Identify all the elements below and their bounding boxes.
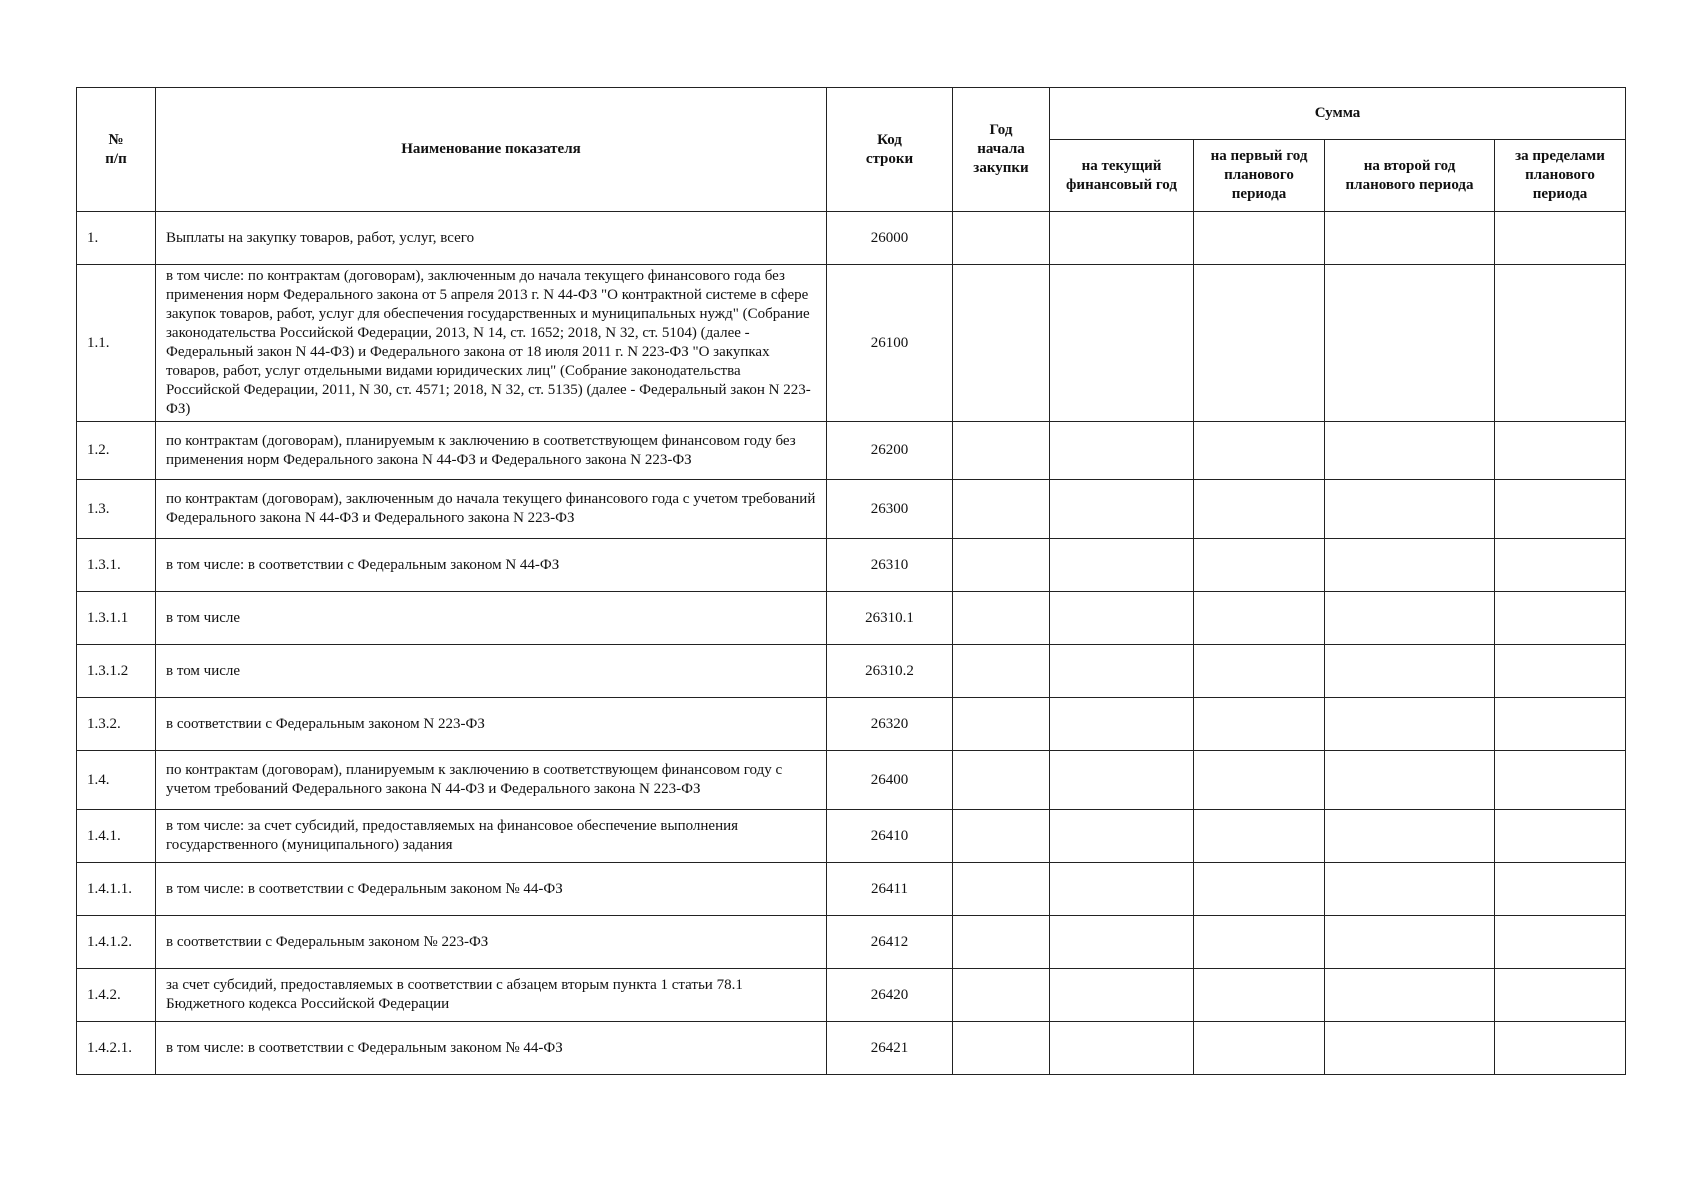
row-number: 1.4.1.1. — [77, 863, 156, 916]
row-line-code: 26100 — [827, 265, 953, 422]
header-line-code — [827, 88, 953, 212]
cell-current-year — [1050, 1022, 1194, 1075]
header-purchase-start-year — [953, 88, 1050, 212]
cell-first-plan-year — [1194, 969, 1325, 1022]
cell-first-plan-year — [1194, 645, 1325, 698]
header-second-plan-year-label: на второй год планового периода — [1345, 157, 1474, 193]
cell-beyond-plan-period — [1495, 1022, 1626, 1075]
header-sum — [1050, 88, 1626, 140]
table-row — [77, 863, 1626, 916]
row-line-code: 26300 — [827, 480, 953, 539]
cell-second-plan-year — [1325, 810, 1495, 863]
header-current-year — [1050, 140, 1194, 212]
cell-current-year — [1050, 698, 1194, 751]
row-line-code: 26400 — [827, 751, 953, 810]
row-number: 1.3. — [77, 480, 156, 539]
cell-start-year — [953, 592, 1050, 645]
cell-start-year — [953, 969, 1050, 1022]
cell-first-plan-year — [1194, 539, 1325, 592]
cell-first-plan-year — [1194, 422, 1325, 480]
row-indicator-name: в том числе: за счет субсидий, предоставляемых на финансовое обеспечение выполнения государственного (муниципального) задания — [156, 810, 827, 863]
table-row — [77, 751, 1626, 810]
row-indicator-name: в том числе — [156, 645, 827, 698]
row-line-code: 26200 — [827, 422, 953, 480]
row-indicator-name: в соответствии с Федеральным законом N 223-ФЗ — [156, 698, 827, 751]
header-indicator-name-label: Наименование показателя — [401, 141, 581, 157]
header-beyond-plan-period-label: за пределами планового периода — [1515, 148, 1605, 202]
payments-table — [76, 87, 1626, 1075]
header-line-code-label: Код строки — [865, 131, 914, 167]
cell-start-year — [953, 645, 1050, 698]
header-first-plan-year-label: на первый год планового периода — [1210, 148, 1308, 202]
row-indicator-name: в том числе: по контрактам (договорам), заключенным до начала текущего финансового года без применения норм Федерального закона от 5 апреля 2013 г. N 44-ФЗ "О контрактной системе в сфере закупок товаров, работ, услуг для обеспечения государственных и муниципальных нужд" (Собрание законодательства Российской Федерации, 2013, N 14, ст. 1652; 2018, N 32, ст. 5104) (далее - Федеральный закон N 44-ФЗ) и Федерального закона от 18 июля 2011 г. N 223-ФЗ "О закупках товаров, работ, услуг отдельными видами юридических лиц" (Собрание законодательства Российской Федерации, 2011, N 30, ст. 4571; 2018, N 32, ст. 5135) (далее - Федеральный закон N 223-ФЗ) — [156, 265, 827, 422]
cell-second-plan-year — [1325, 645, 1495, 698]
row-line-code: 26310.2 — [827, 645, 953, 698]
row-line-code: 26000 — [827, 212, 953, 265]
cell-first-plan-year — [1194, 916, 1325, 969]
row-line-code: 26421 — [827, 1022, 953, 1075]
cell-start-year — [953, 212, 1050, 265]
cell-first-plan-year — [1194, 212, 1325, 265]
cell-beyond-plan-period — [1495, 863, 1626, 916]
cell-current-year — [1050, 480, 1194, 539]
header-current-year-label: на текущий финансовый год — [1066, 157, 1177, 193]
table-row — [77, 592, 1626, 645]
cell-beyond-plan-period — [1495, 539, 1626, 592]
row-number: 1.3.1.2 — [77, 645, 156, 698]
row-number: 1.1. — [77, 265, 156, 422]
cell-first-plan-year — [1194, 480, 1325, 539]
row-indicator-name: в соответствии с Федеральным законом № 223-ФЗ — [156, 916, 827, 969]
row-indicator-name: в том числе: в соответствии с Федеральным законом N 44-ФЗ — [156, 539, 827, 592]
table-row — [77, 645, 1626, 698]
row-number: 1.3.1. — [77, 539, 156, 592]
row-line-code: 26412 — [827, 916, 953, 969]
row-line-code: 26420 — [827, 969, 953, 1022]
cell-beyond-plan-period — [1495, 265, 1626, 422]
cell-current-year — [1050, 212, 1194, 265]
cell-current-year — [1050, 265, 1194, 422]
row-number: 1.4.1. — [77, 810, 156, 863]
cell-first-plan-year — [1194, 1022, 1325, 1075]
cell-current-year — [1050, 810, 1194, 863]
cell-second-plan-year — [1325, 969, 1495, 1022]
table-row — [77, 969, 1626, 1022]
cell-first-plan-year — [1194, 698, 1325, 751]
cell-first-plan-year — [1194, 265, 1325, 422]
row-number: 1.4.2.1. — [77, 1022, 156, 1075]
cell-second-plan-year — [1325, 539, 1495, 592]
row-indicator-name: по контрактам (договорам), планируемым к заключению в соответствующем финансовом году с учетом требований Федерального закона N 44-ФЗ и Федерального закона N 223-ФЗ — [156, 751, 827, 810]
cell-beyond-plan-period — [1495, 422, 1626, 480]
header-indicator-name — [156, 88, 827, 212]
row-number: 1.4.2. — [77, 969, 156, 1022]
header-second-plan-year — [1325, 140, 1495, 212]
cell-second-plan-year — [1325, 863, 1495, 916]
cell-start-year — [953, 863, 1050, 916]
cell-second-plan-year — [1325, 212, 1495, 265]
cell-current-year — [1050, 751, 1194, 810]
table-row — [77, 539, 1626, 592]
cell-start-year — [953, 265, 1050, 422]
row-indicator-name: в том числе: в соответствии с Федеральным законом № 44-ФЗ — [156, 863, 827, 916]
cell-beyond-plan-period — [1495, 480, 1626, 539]
table-row — [77, 212, 1626, 265]
header-beyond-plan-period — [1495, 140, 1626, 212]
cell-second-plan-year — [1325, 751, 1495, 810]
cell-start-year — [953, 751, 1050, 810]
cell-second-plan-year — [1325, 592, 1495, 645]
table-row — [77, 698, 1626, 751]
cell-start-year — [953, 698, 1050, 751]
cell-first-plan-year — [1194, 810, 1325, 863]
cell-beyond-plan-period — [1495, 592, 1626, 645]
row-indicator-name: за счет субсидий, предоставляемых в соответствии с абзацем вторым пункта 1 статьи 78.1 Бюджетного кодекса Российской Федерации — [156, 969, 827, 1022]
cell-current-year — [1050, 645, 1194, 698]
row-indicator-name: Выплаты на закупку товаров, работ, услуг, всего — [156, 212, 827, 265]
cell-second-plan-year — [1325, 422, 1495, 480]
row-number: 1.3.1.1 — [77, 592, 156, 645]
cell-current-year — [1050, 539, 1194, 592]
cell-current-year — [1050, 863, 1194, 916]
cell-second-plan-year — [1325, 1022, 1495, 1075]
cell-start-year — [953, 810, 1050, 863]
cell-beyond-plan-period — [1495, 969, 1626, 1022]
row-indicator-name: по контрактам (договорам), планируемым к заключению в соответствующем финансовом году без применения норм Федерального закона N 44-ФЗ и Федерального закона N 223-ФЗ — [156, 422, 827, 480]
cell-start-year — [953, 1022, 1050, 1075]
row-number: 1. — [77, 212, 156, 265]
cell-second-plan-year — [1325, 698, 1495, 751]
row-line-code: 26310.1 — [827, 592, 953, 645]
cell-beyond-plan-period — [1495, 698, 1626, 751]
cell-beyond-plan-period — [1495, 751, 1626, 810]
cell-current-year — [1050, 592, 1194, 645]
cell-current-year — [1050, 916, 1194, 969]
cell-first-plan-year — [1194, 592, 1325, 645]
cell-start-year — [953, 916, 1050, 969]
header-purchase-start-year-label: Год начала закупки — [973, 122, 1029, 176]
table-row — [77, 1022, 1626, 1075]
row-indicator-name: в том числе: в соответствии с Федеральным законом № 44-ФЗ — [156, 1022, 827, 1075]
table-row — [77, 265, 1626, 422]
row-number: 1.4. — [77, 751, 156, 810]
cell-start-year — [953, 422, 1050, 480]
cell-start-year — [953, 539, 1050, 592]
row-line-code: 26320 — [827, 698, 953, 751]
cell-first-plan-year — [1194, 863, 1325, 916]
row-line-code: 26411 — [827, 863, 953, 916]
row-line-code: 26410 — [827, 810, 953, 863]
table-row — [77, 480, 1626, 539]
cell-start-year — [953, 480, 1050, 539]
cell-current-year — [1050, 422, 1194, 480]
row-number: 1.3.2. — [77, 698, 156, 751]
table-row — [77, 916, 1626, 969]
header-number — [77, 88, 156, 212]
row-line-code: 26310 — [827, 539, 953, 592]
row-number: 1.2. — [77, 422, 156, 480]
cell-beyond-plan-period — [1495, 810, 1626, 863]
header-sum-label: Сумма — [1314, 105, 1361, 121]
cell-second-plan-year — [1325, 265, 1495, 422]
cell-second-plan-year — [1325, 480, 1495, 539]
table-row — [77, 422, 1626, 480]
cell-second-plan-year — [1325, 916, 1495, 969]
cell-current-year — [1050, 969, 1194, 1022]
row-indicator-name: в том числе — [156, 592, 827, 645]
cell-first-plan-year — [1194, 751, 1325, 810]
header-first-plan-year — [1194, 140, 1325, 212]
table-row — [77, 810, 1626, 863]
row-indicator-name: по контрактам (договорам), заключенным до начала текущего финансового года с учетом требований Федерального закона N 44-ФЗ и Федерального закона N 223-ФЗ — [156, 480, 827, 539]
cell-beyond-plan-period — [1495, 645, 1626, 698]
header-number-label: № п/п — [105, 131, 127, 167]
cell-beyond-plan-period — [1495, 212, 1626, 265]
row-number: 1.4.1.2. — [77, 916, 156, 969]
cell-beyond-plan-period — [1495, 916, 1626, 969]
